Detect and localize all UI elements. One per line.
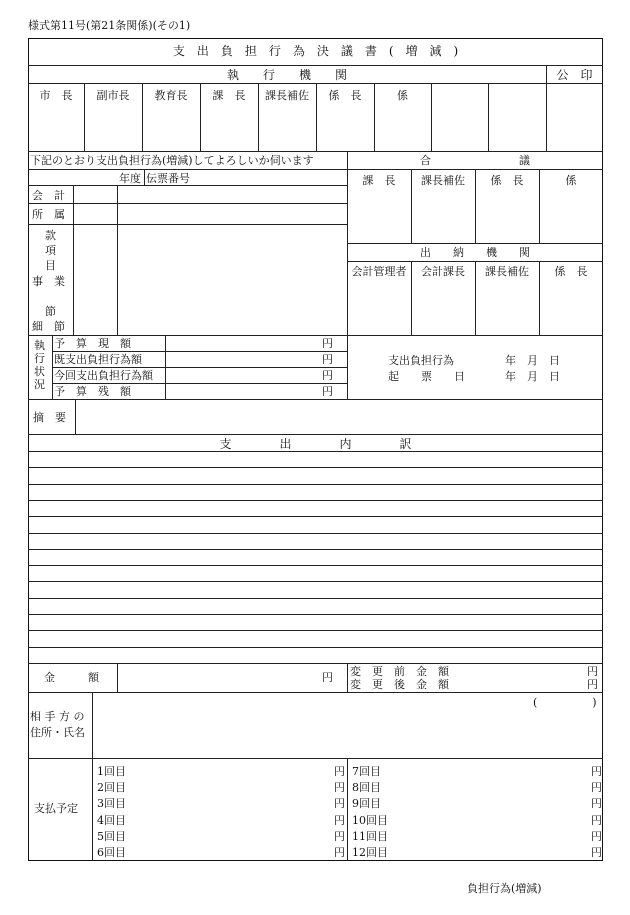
installment-right-yen: 円 [591,781,602,794]
accounting-label: 会 計 [32,189,65,202]
breakdown-row-line [28,565,603,566]
setsu-label: 節 [45,305,56,318]
status-char-2: 行 [34,352,45,365]
consult-section-chief: 課 長 [362,174,396,187]
yen-3: 円 [322,369,333,382]
approver-superintendent: 教育長 [154,89,188,102]
project-label: 事 業 [32,275,65,288]
installment-right-label: 9回目 [352,797,381,810]
accounting-org-header: 出 納 機 関 [420,246,530,259]
consultation-header: 合 議 [420,154,530,167]
affiliation-label: 所 属 [32,208,65,221]
summary-label: 摘 要 [33,411,66,424]
breakdown-row-line [28,647,603,648]
consult-staff: 係 [565,174,577,187]
amount-yen: 円 [322,671,333,684]
approver-section-chief: 課 長 [212,89,246,102]
after-change-label: 変 更 後 金 額 [350,678,449,691]
payment-plan-label: 支払予定 [34,802,78,815]
status-prior-commitments: 既支出負担行為額 [54,353,142,366]
amount-label: 金 額 [44,671,99,684]
yen-1: 円 [322,337,333,350]
status-char-3: 状 [34,365,45,378]
breakdown-row-line [28,598,603,599]
fiscal-year-label: 年度 [119,172,141,185]
installment-left-yen: 円 [334,814,345,827]
installment-left-yen: 円 [334,830,345,843]
approver-mayor: 市 長 [39,89,73,102]
after-change-yen: 円 [587,678,598,691]
moku-label: 目 [45,259,56,272]
installment-right-label: 7回目 [352,765,381,778]
installment-right-yen: 円 [591,846,602,859]
installment-left-yen: 円 [334,781,345,794]
status-budget-remaining: 予 算 残 額 [54,385,131,398]
breakdown-row-line [28,533,603,534]
installment-right-yen: 円 [591,814,602,827]
breakdown-row-line [28,500,603,501]
installment-left-label: 2回目 [97,781,126,794]
installment-right-yen: 円 [591,765,602,778]
installment-left-label: 3回目 [97,797,126,810]
slip-number-label: 伝票番号 [146,172,190,185]
installment-left-label: 5回目 [97,830,126,843]
before-change-label: 変 更 前 金 額 [350,665,449,678]
kou-label: 項 [45,244,56,257]
form-number: 様式第11号(第21条関係)(その1) [28,19,191,32]
consult-assistant-chief: 課長補佐 [421,174,465,187]
breakdown-row-line [28,467,603,468]
kan-label: 款 [45,229,56,242]
installment-right-yen: 円 [591,830,602,843]
status-budget-current: 予 算 現 額 [54,337,131,350]
installment-left-yen: 円 [334,765,345,778]
breakdown-row-line [28,630,603,631]
accounting-subsection-chief: 係 長 [554,265,588,278]
executive-org-header: 執 行 機 関 [226,68,347,82]
installment-left-yen: 円 [334,846,345,859]
counterparty-label-1: 相 手 方 の [30,710,85,723]
approver-subsection-chief: 係 長 [328,89,362,102]
status-current-commitment: 今回支出負担行為額 [54,369,153,382]
form-title: 支 出 負 担 行 為 決 議 書 ( 増 減 ) [172,44,459,58]
approver-staff: 係 [397,89,408,102]
installment-left-yen: 円 [334,797,345,810]
draft-date-label: 起 票 日 [388,370,465,383]
counterparty-label-2: 住所・氏名 [30,726,85,739]
accounting-section-chief: 会計課長 [421,265,465,278]
breakdown-row-line [28,516,603,517]
saisetsu-label: 細 節 [32,320,65,333]
breakdown-row-line [28,614,603,615]
status-char-4: 況 [34,378,45,391]
accounting-assistant-chief: 課長補佐 [485,265,529,278]
installment-right-label: 12回目 [352,846,388,859]
counterparty-paren: ( ) [533,696,597,709]
breakdown-row-line [28,484,603,485]
installment-left-label: 1回目 [97,765,126,778]
commit-date-format: 年 月 日 [505,354,560,367]
installment-right-label: 8回目 [352,781,381,794]
footer-label: 負担行為(増減) [467,882,542,895]
approver-assistant-chief: 課長補佐 [265,89,309,102]
installment-right-label: 11回目 [352,830,388,843]
breakdown-row-line [28,581,603,582]
before-change-yen: 円 [587,665,598,678]
installment-right-yen: 円 [591,797,602,810]
seal-header: 公 印 [556,68,593,82]
installment-right-label: 10回目 [352,814,388,827]
breakdown-header: 支 出 内 訳 [219,437,412,451]
approver-deputy-mayor: 副市長 [96,89,130,102]
breakdown-row-line [28,549,603,550]
accounting-manager: 会計管理者 [351,265,407,278]
installment-left-label: 6回目 [97,846,126,859]
commit-date-label: 支出負担行為 [388,354,454,367]
yen-4: 円 [322,385,333,398]
consult-subsection-chief: 係 長 [490,174,524,187]
installment-left-label: 4回目 [97,814,126,827]
request-text: 下記のとおり支出負担行為(増減)してよろしいか伺います [30,154,314,167]
status-char-1: 執 [34,339,45,352]
yen-2: 円 [322,353,333,366]
draft-date-format: 年 月 日 [505,370,560,383]
